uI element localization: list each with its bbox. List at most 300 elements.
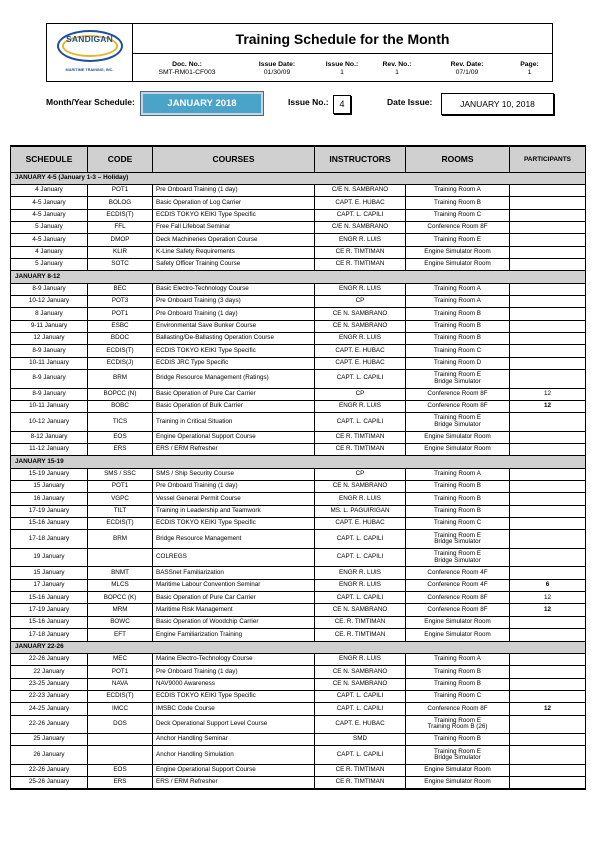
cell-room: Training Room E Bridge Simulator xyxy=(406,746,510,765)
cell-code: POT1 xyxy=(88,481,153,493)
cell-room: Training Room C xyxy=(406,518,510,530)
cell-room: Training Room B xyxy=(406,493,510,505)
cell-schedule: 8-9 January xyxy=(11,283,88,295)
cell-schedule: 24-25 January xyxy=(11,703,88,715)
cell-participants xyxy=(510,548,586,567)
cell-instructor: ENGR R. LUIS xyxy=(315,493,406,505)
cell-instructor: CE N. SAMBRANO xyxy=(315,678,406,690)
section-header-row xyxy=(11,172,586,184)
table-row xyxy=(11,703,586,715)
section-header-row xyxy=(11,271,586,283)
cell-code: ECDIS(T) xyxy=(88,209,153,221)
cell-instructor: CE. R. TIMTIMAN xyxy=(315,629,406,641)
cell-course: SMS / Ship Security Course xyxy=(153,468,315,480)
cell-schedule: 8-9 January xyxy=(11,388,88,400)
cell-participants: 12 xyxy=(510,604,586,616)
cell-room: Conference Room 8F xyxy=(406,388,510,400)
col-header-instructors: INSTRUCTORS xyxy=(315,146,406,172)
cell-schedule: 26 January xyxy=(11,746,88,765)
cell-course: Bridge Resource Management xyxy=(153,530,315,549)
cell-participants xyxy=(510,567,586,579)
cell-course: Deck Machineries Operation Course xyxy=(153,234,315,246)
cell-participants xyxy=(510,505,586,517)
cell-course: Engine Familiarization Training xyxy=(153,629,315,641)
cell-schedule: 15-19 January xyxy=(11,468,88,480)
cell-room: Training Room A xyxy=(406,295,510,307)
cell-course: Pre Onboard Training (1 day) xyxy=(153,666,315,678)
cell-participants xyxy=(510,518,586,530)
cell-course: Environmental Save Bunker Course xyxy=(153,320,315,332)
cell-code: ESBC xyxy=(88,320,153,332)
cell-instructor: C/E N. SAMBRANO xyxy=(315,221,406,233)
cell-code: DOS xyxy=(88,715,153,734)
cell-instructor: CE R. TIMTIMAN xyxy=(315,246,406,258)
cell-course: Basic Operation of Bulk Carrier xyxy=(153,400,315,412)
cell-instructor: CE R. TIMTIMAN xyxy=(315,444,406,456)
cell-code: BOPCC (K) xyxy=(88,592,153,604)
cell-course: Pre Onboard Training (1 day) xyxy=(153,481,315,493)
issue-no-value: 4 xyxy=(333,95,351,114)
cell-instructor: ENGR R. LUIS xyxy=(315,234,406,246)
cell-schedule: 17-18 January xyxy=(11,629,88,641)
meta-issue-date xyxy=(237,55,317,81)
cell-room: Conference Room 8F xyxy=(406,604,510,616)
cell-course: Basic Operation of Woodchip Carrier xyxy=(153,616,315,628)
cell-instructor: CE N. SAMBRANO xyxy=(315,666,406,678)
cell-course: Vessel General Permit Course xyxy=(153,493,315,505)
meta-label: Issue No.: xyxy=(325,61,359,68)
cell-room: Training Room A xyxy=(406,468,510,480)
cell-code xyxy=(88,734,153,746)
section-header-row xyxy=(11,456,586,468)
cell-course: Pre Onboard Training (3 days) xyxy=(153,295,315,307)
cell-room: Training Room B xyxy=(406,666,510,678)
cell-room: Training Room C xyxy=(406,690,510,702)
cell-code: MLCS xyxy=(88,579,153,591)
table-row xyxy=(11,746,586,765)
table-row xyxy=(11,715,586,734)
table-header-row xyxy=(11,146,586,172)
cell-participants xyxy=(510,332,586,344)
cell-schedule: 8-9 January xyxy=(11,345,88,357)
cell-code: IMCC xyxy=(88,703,153,715)
cell-course: Basic Operation of Pure Car Carrier xyxy=(153,592,315,604)
cell-schedule: 4 January xyxy=(11,184,88,196)
cell-participants xyxy=(510,431,586,443)
cell-code xyxy=(88,548,153,567)
cell-room: Training Room B xyxy=(406,332,510,344)
cell-schedule: 22 January xyxy=(11,666,88,678)
meta-value: 01/30/09 xyxy=(263,69,291,76)
table-row xyxy=(11,320,586,332)
cell-participants: 12 xyxy=(510,400,586,412)
cell-participants xyxy=(510,345,586,357)
cell-participants xyxy=(510,234,586,246)
cell-schedule: 23-25 January xyxy=(11,678,88,690)
table-row xyxy=(11,370,586,389)
cell-participants: 12 xyxy=(510,592,586,604)
cell-room: Engine Simulator Room xyxy=(406,444,510,456)
cell-instructor: ENGR R. LUIS xyxy=(315,283,406,295)
cell-instructor: CE R. TIMTIMAN xyxy=(315,777,406,789)
table-row xyxy=(11,357,586,369)
cell-course: Marine Electro-Technology Course xyxy=(153,653,315,665)
document-header xyxy=(46,23,553,82)
cell-instructor: ENGR R. LUIS xyxy=(315,332,406,344)
section-title: JANUARY 8-12 xyxy=(11,271,586,283)
table-row xyxy=(11,678,586,690)
table-row xyxy=(11,777,586,789)
cell-participants xyxy=(510,734,586,746)
cell-code: BDOC xyxy=(88,332,153,344)
col-header-rooms: ROOMS xyxy=(406,146,510,172)
meta-issue-no xyxy=(317,55,367,81)
cell-code: NAVA xyxy=(88,678,153,690)
cell-course: ECDIS TOKYO KEIKI Type Specific xyxy=(153,690,315,702)
cell-code: MRM xyxy=(88,604,153,616)
cell-course: ERS / ERM Refresher xyxy=(153,777,315,789)
col-header-schedule: SCHEDULE xyxy=(11,146,88,172)
cell-schedule: 4 January xyxy=(11,246,88,258)
table-row xyxy=(11,209,586,221)
cell-code: KLIR xyxy=(88,246,153,258)
cell-room: Training Room B xyxy=(406,481,510,493)
cell-participants: 12 xyxy=(510,703,586,715)
cell-schedule: 10-11 January xyxy=(11,357,88,369)
cell-instructor: CAPT. L. CAPILI xyxy=(315,548,406,567)
cell-participants xyxy=(510,357,586,369)
table-row xyxy=(11,283,586,295)
company-logo xyxy=(47,24,133,81)
cell-schedule: 15-16 January xyxy=(11,616,88,628)
cell-instructor: CP xyxy=(315,295,406,307)
cell-schedule: 17-18 January xyxy=(11,530,88,549)
cell-code: ERS xyxy=(88,777,153,789)
cell-schedule: 17-19 January xyxy=(11,604,88,616)
cell-code: MEC xyxy=(88,653,153,665)
cell-schedule: 15-16 January xyxy=(11,592,88,604)
cell-course: Anchor Handling Simulation xyxy=(153,746,315,765)
cell-code: FFL xyxy=(88,221,153,233)
table-row xyxy=(11,567,586,579)
cell-course: Basic Operation of Log Carrier xyxy=(153,197,315,209)
cell-code: EOS xyxy=(88,764,153,776)
cell-course: Engine Operational Support Course xyxy=(153,431,315,443)
cell-code: DMOP xyxy=(88,234,153,246)
cell-room: Engine Simulator Room xyxy=(406,777,510,789)
cell-instructor: CP xyxy=(315,388,406,400)
cell-room: Training Room A xyxy=(406,283,510,295)
cell-room: Training Room B xyxy=(406,197,510,209)
cell-course: Deck Operational Support Level Course xyxy=(153,715,315,734)
cell-course: Free Fall Lifeboat Seminar xyxy=(153,221,315,233)
cell-participants xyxy=(510,258,586,270)
cell-course: Maritime Labour Convention Seminar xyxy=(153,579,315,591)
cell-instructor: CAPT. L. CAPILI xyxy=(315,530,406,549)
cell-course: Anchor Handling Seminar xyxy=(153,734,315,746)
cell-course: NAV9000 Awareness xyxy=(153,678,315,690)
cell-course: Bridge Resource Management (Ratings) xyxy=(153,370,315,389)
cell-code: BOLOG xyxy=(88,197,153,209)
cell-code: BRM xyxy=(88,530,153,549)
cell-participants xyxy=(510,320,586,332)
cell-participants xyxy=(510,283,586,295)
cell-course: ERS / ERM Refresher xyxy=(153,444,315,456)
table-row xyxy=(11,221,586,233)
cell-instructor: MS. L. PAGUIRIGAN xyxy=(315,505,406,517)
cell-participants xyxy=(510,629,586,641)
cell-course: Ballasting/De-Ballasting Operation Course xyxy=(153,332,315,344)
cell-participants xyxy=(510,493,586,505)
cell-room: Training Room E Bridge Simulator xyxy=(406,413,510,432)
cell-course: Basic Operation of Pure Car Carrier xyxy=(153,388,315,400)
cell-course: Maritime Risk Management xyxy=(153,604,315,616)
cell-schedule: 4-5 January xyxy=(11,234,88,246)
month-year-label: Month/Year Schedule: xyxy=(46,97,135,107)
cell-room: Training Room C xyxy=(406,209,510,221)
cell-participants: 6 xyxy=(510,579,586,591)
cell-schedule: 17-19 January xyxy=(11,505,88,517)
cell-participants xyxy=(510,468,586,480)
table-row xyxy=(11,234,586,246)
training-schedule-table xyxy=(10,145,586,790)
cell-code: EOS xyxy=(88,431,153,443)
meta-label: Rev. Date: xyxy=(450,61,484,68)
cell-course: IMSBC Code Course xyxy=(153,703,315,715)
section-header-row xyxy=(11,641,586,653)
cell-participants xyxy=(510,308,586,320)
cell-course: ECDIS TOKYO KEIKI Type Specific xyxy=(153,209,315,221)
cell-code: POT1 xyxy=(88,666,153,678)
cell-room: Engine Simulator Room xyxy=(406,246,510,258)
cell-course: Safety Officer Training Course xyxy=(153,258,315,270)
cell-code: SMS / SSC xyxy=(88,468,153,480)
cell-instructor: ENGR R. LUIS xyxy=(315,579,406,591)
meta-value: 1 xyxy=(395,69,399,76)
cell-participants xyxy=(510,221,586,233)
cell-instructor: SMD xyxy=(315,734,406,746)
logo-text: SANDIGAN xyxy=(66,34,113,44)
cell-participants xyxy=(510,295,586,307)
table-body xyxy=(11,172,586,789)
cell-schedule: 12 January xyxy=(11,332,88,344)
cell-code: ECDIS(T) xyxy=(88,345,153,357)
table-row xyxy=(11,308,586,320)
cell-schedule: 19 January xyxy=(11,548,88,567)
cell-code: BOPCC (N) xyxy=(88,388,153,400)
cell-room: Training Room A xyxy=(406,653,510,665)
cell-code xyxy=(88,746,153,765)
table-row xyxy=(11,413,586,432)
cell-room: Engine Simulator Room xyxy=(406,616,510,628)
cell-schedule: 22-26 January xyxy=(11,653,88,665)
cell-schedule: 22-23 January xyxy=(11,690,88,702)
table-row xyxy=(11,388,586,400)
cell-schedule: 5 January xyxy=(11,221,88,233)
cell-instructor: ENGR R. LUIS xyxy=(315,567,406,579)
cell-schedule: 17 January xyxy=(11,579,88,591)
cell-code: ECDIS(J) xyxy=(88,357,153,369)
section-title: JANUARY 22-26 xyxy=(11,641,586,653)
table-row xyxy=(11,493,586,505)
cell-schedule: 25 January xyxy=(11,734,88,746)
cell-course: ECDIS TOKYO KEIKI Type Specific xyxy=(153,345,315,357)
table-row xyxy=(11,345,586,357)
cell-code: TILT xyxy=(88,505,153,517)
cell-room: Conference Room 8F xyxy=(406,592,510,604)
cell-participants xyxy=(510,370,586,389)
cell-room: Conference Room 8F xyxy=(406,400,510,412)
cell-participants xyxy=(510,777,586,789)
meta-rev-no xyxy=(367,55,427,81)
cell-participants: 12 xyxy=(510,388,586,400)
meta-label: Page: xyxy=(520,61,539,68)
meta-value: SMT-RM01-CF003 xyxy=(158,69,216,76)
cell-course: Pre Onboard Training (1 day) xyxy=(153,308,315,320)
table-row xyxy=(11,184,586,196)
cell-code: ECDIS(T) xyxy=(88,518,153,530)
table-row xyxy=(11,481,586,493)
cell-instructor: CE R. TIMTIMAN xyxy=(315,258,406,270)
cell-code: POT1 xyxy=(88,308,153,320)
meta-label: Doc. No.: xyxy=(172,61,202,68)
cell-course: BASSnet Familiarization xyxy=(153,567,315,579)
cell-code: POT3 xyxy=(88,295,153,307)
cell-room: Conference Room 4F xyxy=(406,579,510,591)
table-row xyxy=(11,332,586,344)
cell-room: Training Room E Training Room B (26) xyxy=(406,715,510,734)
cell-room: Training Room B xyxy=(406,505,510,517)
cell-room: Engine Simulator Room xyxy=(406,629,510,641)
cell-instructor: CE N. SAMBRANO xyxy=(315,308,406,320)
cell-room: Training Room E Bridge Simulator xyxy=(406,548,510,567)
cell-room: Engine Simulator Room xyxy=(406,431,510,443)
cell-course: ECDIS TOKYO KEIKI Type Specific xyxy=(153,518,315,530)
table-row xyxy=(11,690,586,702)
cell-instructor: CE. R. TIMTIMAN xyxy=(315,616,406,628)
document-title: Training Schedule for the Month xyxy=(133,24,552,54)
col-header-participants: PARTICIPANTS xyxy=(510,146,586,172)
cell-participants xyxy=(510,678,586,690)
cell-room: Training Room C xyxy=(406,345,510,357)
cell-room: Training Room B xyxy=(406,308,510,320)
cell-room: Engine Simulator Room xyxy=(406,258,510,270)
cell-code: VGPC xyxy=(88,493,153,505)
cell-code: BNMT xyxy=(88,567,153,579)
table-row xyxy=(11,197,586,209)
cell-instructor: ENGR R. LUIS xyxy=(315,400,406,412)
table-row xyxy=(11,653,586,665)
cell-participants xyxy=(510,690,586,702)
cell-participants xyxy=(510,444,586,456)
cell-participants xyxy=(510,746,586,765)
cell-code: EFT xyxy=(88,629,153,641)
cell-participants xyxy=(510,530,586,549)
table-row xyxy=(11,246,586,258)
cell-schedule: 10-12 January xyxy=(11,295,88,307)
cell-code: TICS xyxy=(88,413,153,432)
cell-room: Training Room A xyxy=(406,184,510,196)
month-year-value: JANUARY 2018 xyxy=(141,92,263,115)
section-title: JANUARY 4-5 (January 1-3 – Holiday) xyxy=(11,172,586,184)
cell-instructor: CAPT. L. CAPILI xyxy=(315,413,406,432)
table-row xyxy=(11,444,586,456)
cell-course: K-Line Safety Requirements xyxy=(153,246,315,258)
cell-room: Training Room B xyxy=(406,734,510,746)
cell-schedule: 8 January xyxy=(11,308,88,320)
table-row xyxy=(11,518,586,530)
table-row xyxy=(11,530,586,549)
cell-instructor: CAPT. E. HUBAC xyxy=(315,518,406,530)
cell-code: BEC xyxy=(88,283,153,295)
cell-room: Training Room E xyxy=(406,234,510,246)
cell-code: BOWC xyxy=(88,616,153,628)
cell-participants xyxy=(510,197,586,209)
cell-participants xyxy=(510,666,586,678)
cell-participants xyxy=(510,616,586,628)
cell-room: Training Room B xyxy=(406,678,510,690)
cell-schedule: 22-26 January xyxy=(11,715,88,734)
meta-page xyxy=(507,55,552,81)
table-row xyxy=(11,629,586,641)
table-row xyxy=(11,579,586,591)
date-issue-label: Date Issue: xyxy=(387,97,433,107)
cell-participants xyxy=(510,764,586,776)
cell-instructor: CAPT. E. HUBAC xyxy=(315,715,406,734)
cell-code: ERS xyxy=(88,444,153,456)
cell-schedule: 25-26 January xyxy=(11,777,88,789)
cell-schedule: 4-5 January xyxy=(11,197,88,209)
cell-participants xyxy=(510,184,586,196)
cell-course: COLREGS xyxy=(153,548,315,567)
table-row xyxy=(11,666,586,678)
table-row xyxy=(11,604,586,616)
cell-instructor: CAPT. L. CAPILI xyxy=(315,746,406,765)
table-row xyxy=(11,431,586,443)
cell-instructor: CAPT. L. CAPILI xyxy=(315,370,406,389)
table-row xyxy=(11,764,586,776)
cell-schedule: 10-11 January xyxy=(11,400,88,412)
meta-value: 1 xyxy=(340,69,344,76)
cell-participants xyxy=(510,209,586,221)
table-row xyxy=(11,258,586,270)
cell-instructor: CAPT. E. HUBAC xyxy=(315,345,406,357)
cell-schedule: 15-16 January xyxy=(11,518,88,530)
cell-schedule: 16 January xyxy=(11,493,88,505)
cell-instructor: ENGR R. LUIS xyxy=(315,653,406,665)
cell-code: ECDIS(T) xyxy=(88,690,153,702)
cell-schedule: 5 January xyxy=(11,258,88,270)
cell-code: POT1 xyxy=(88,184,153,196)
cell-participants xyxy=(510,715,586,734)
meta-label: Rev. No.: xyxy=(382,61,412,68)
cell-course: Training in Leadership and Teamwork xyxy=(153,505,315,517)
cell-instructor: C/E N. SAMBRANO xyxy=(315,184,406,196)
cell-schedule: 8-12 January xyxy=(11,431,88,443)
meta-label: Issue Date: xyxy=(258,61,296,68)
cell-schedule: 10-12 January xyxy=(11,413,88,432)
cell-schedule: 15 January xyxy=(11,481,88,493)
cell-course: Engine Operational Support Course xyxy=(153,764,315,776)
table-row xyxy=(11,295,586,307)
cell-schedule: 15 January xyxy=(11,567,88,579)
cell-instructor: CAPT. L. CAPILI xyxy=(315,209,406,221)
cell-room: Conference Room 8F xyxy=(406,703,510,715)
cell-instructor: CE N. SAMBRANO xyxy=(315,320,406,332)
cell-participants xyxy=(510,413,586,432)
table-row xyxy=(11,400,586,412)
cell-course: Pre Onboard Training (1 day) xyxy=(153,184,315,196)
